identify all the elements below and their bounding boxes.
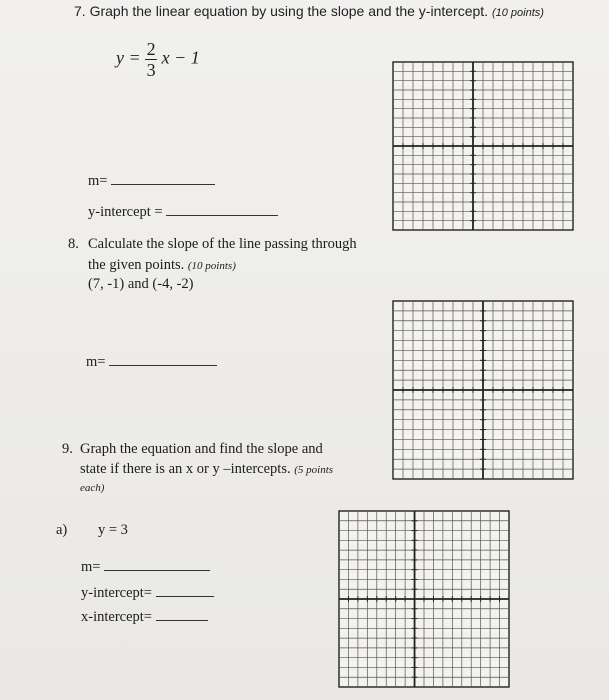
q9a-slope-line bbox=[81, 558, 210, 576]
q7-m-label: m= bbox=[88, 173, 108, 189]
q7-yintercept-answer-blank[interactable] bbox=[166, 203, 278, 216]
q8-slope-line bbox=[86, 353, 217, 371]
q8-points: (10 points) bbox=[187, 260, 236, 272]
q9a-equation: y = 3 bbox=[98, 522, 128, 538]
q8-m-answer-blank[interactable] bbox=[109, 353, 217, 366]
q8-number: 8. bbox=[68, 236, 79, 252]
q9a-yintercept-label: y-intercept= bbox=[81, 585, 152, 601]
q7-yintercept-label: y-intercept = bbox=[88, 204, 163, 220]
q9a-m-label: m= bbox=[81, 559, 101, 575]
graph-q9a[interactable] bbox=[338, 510, 510, 688]
q9-points-1: (5 points bbox=[294, 464, 334, 476]
q7-m-answer-blank[interactable] bbox=[111, 172, 215, 185]
q9a-xintercept-label: x-intercept= bbox=[81, 609, 152, 625]
q9a-xintercept-line bbox=[81, 608, 208, 626]
q8-line2-wrap bbox=[88, 257, 236, 274]
q7-equation-lhs: y = bbox=[116, 47, 141, 68]
q9a-label: a) bbox=[56, 522, 68, 538]
q9-line2-wrap bbox=[80, 461, 333, 478]
q7-slope-line bbox=[88, 172, 215, 190]
q8-given-points: (7, -1) and (-4, -2) bbox=[88, 276, 194, 292]
q9a-m-answer-blank[interactable] bbox=[104, 558, 210, 571]
q7-numerator: 2 bbox=[146, 39, 156, 59]
q7-header bbox=[74, 3, 544, 19]
q8-m-label: m= bbox=[86, 354, 106, 370]
q9a-yintercept-line bbox=[81, 584, 214, 602]
q9-number: 9. bbox=[62, 441, 73, 457]
q7-equation bbox=[116, 40, 200, 79]
q9a-xintercept-answer-blank[interactable] bbox=[156, 608, 208, 621]
q7-points: (10 points) bbox=[491, 7, 544, 19]
graph-q8[interactable] bbox=[392, 300, 574, 480]
q9-points-2: each) bbox=[80, 482, 105, 494]
q9a-yintercept-answer-blank[interactable] bbox=[156, 584, 214, 597]
q7-denominator: 3 bbox=[146, 60, 156, 80]
q8-line2: the given points. bbox=[88, 257, 185, 273]
q7-equation-rhs: x − 1 bbox=[161, 47, 200, 68]
graph-q7[interactable] bbox=[392, 61, 574, 231]
q7-number: 7. bbox=[74, 3, 86, 19]
q7-equation-fraction bbox=[145, 40, 157, 79]
q7-text: Graph the linear equation by using the slope and the y-intercept. bbox=[89, 3, 489, 19]
q7-yintercept-line bbox=[88, 203, 278, 221]
q9-line2: state if there is an x or y –intercepts. bbox=[80, 461, 291, 477]
q8-line1: Calculate the slope of the line passing through bbox=[88, 236, 357, 252]
q9-line1: Graph the equation and find the slope and bbox=[80, 441, 323, 457]
